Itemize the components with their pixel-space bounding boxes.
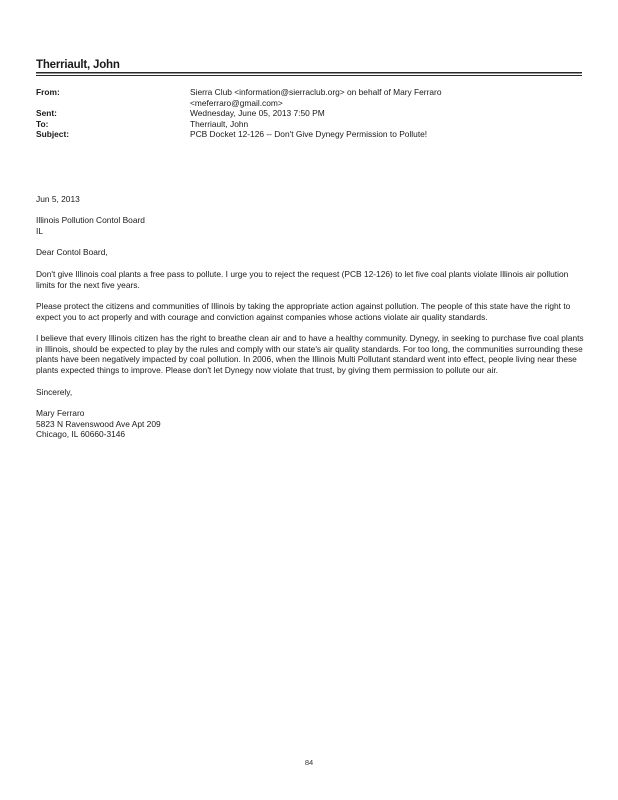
meta-row-to (36, 119, 596, 130)
meta-value-sent: Wednesday, June 05, 2013 7:50 PM (190, 108, 325, 119)
meta-value-from-line1: Sierra Club <information@sierraclub.org> on behalf of Mary Ferraro (190, 87, 442, 97)
signature-address-2: Chicago, IL 60660-3146 (36, 429, 126, 440)
signature-address-1: 5823 N Ravenswood Ave Apt 209 (36, 418, 161, 429)
signature-name: Mary Ferraro (36, 407, 85, 418)
meta-row-sent (36, 108, 596, 119)
meta-value-subject: PCB Docket 12-126 -- Don't Give Dynegy Permission to Pollute! (190, 129, 428, 140)
meta-row-from (36, 87, 596, 108)
letter-date: Jun 5, 2013 (36, 194, 80, 204)
email-body (36, 194, 584, 440)
meta-label-subject: Subject: (36, 129, 70, 140)
page-number: 84 (304, 758, 314, 767)
meta-value-from (190, 87, 596, 108)
body-paragraph-2: Please protect the citizens and communities of Illinois by taking the appropriate action against pollution. The people of this state have the right to expect you to act properly and with courage and conviction against companies whose actions violate air quality standards. (36, 300, 571, 322)
meta-value-to: Therriault, John (190, 118, 249, 129)
body-paragraph-1: Don't give Illinois coal plants a free pass to pollute. I urge you to reject the request (PCB 12-126) to let five coal plants violate Illinois air pollution limits for the next five years. (36, 268, 569, 290)
closing: Sincerely, (36, 386, 73, 397)
meta-value-from-line2: <meferraro@gmail.com> (190, 97, 283, 108)
meta-row-subject (36, 129, 596, 140)
meta-label-to: To: (36, 118, 49, 129)
email-metadata (36, 87, 596, 140)
recipient-line-1: Illinois Pollution Contol Board (36, 215, 145, 226)
document-header-name: Therriault, John (36, 59, 120, 71)
salutation: Dear Contol Board, (36, 247, 108, 258)
meta-label-sent: Sent: (36, 108, 57, 119)
meta-label-from: From: (36, 87, 60, 97)
header-rule (36, 72, 582, 76)
recipient-line-2: IL (36, 226, 43, 237)
body-paragraph-3: I believe that every Illinois citizen has the right to breathe clean air and to have a healthy community. Dynegy, in seeking to purchase five coal plants in Illinois, should be expected to play by the rules and comply with our state's air quality standards. For too long, the communities surrounding these plants have been negatively impacted by coal pollution. In 2006, when the Illinois Multi Pollutant standard went into effect, people living near these plants expected things to improve. Please don't let Dynegy now violate that trust, by giving them permission to pollute our air. (36, 333, 584, 376)
